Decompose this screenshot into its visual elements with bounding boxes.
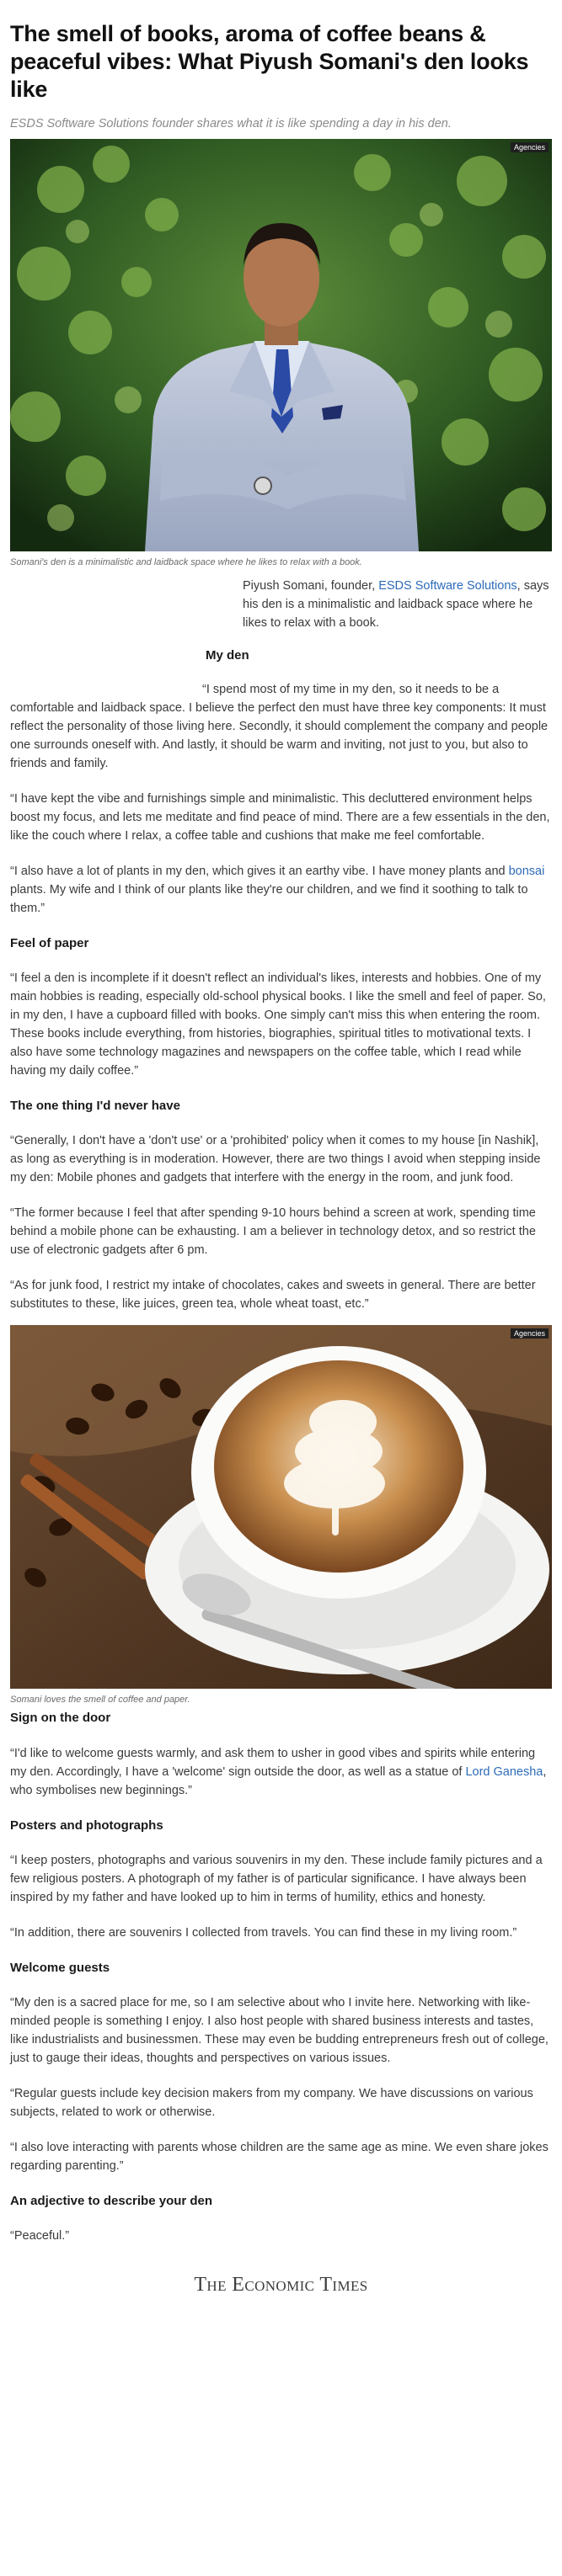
- economic-times-logo[interactable]: The Economic Times: [194, 2274, 368, 2296]
- paragraph: “I also love interacting with parents whose children are the same age as mine. We even share jokes regarding parenting.”: [10, 2141, 549, 2173]
- paragraph: “I'd like to welcome guests warmly, and ask them to usher in good vibes and spirits while entering my den. Accordingly, I have a 'welcome' sign outside the door, as well as a statue of Lord Ganesha, who symbolises new beginnings.”: [10, 1747, 547, 1797]
- section-heading-feel-of-paper: Feel of paper: [10, 936, 89, 950]
- section-heading-sign-on-door: Sign on the door: [10, 1711, 111, 1725]
- section-heading-my-den: My den: [206, 648, 249, 663]
- article-subtitle: ESDS Software Solutions founder shares what it is like spending a day in his den.: [10, 117, 452, 130]
- paragraph: “I also have a lot of plants in my den, which gives it an earthy vibe. I have money plants and bonsai plants. My wife and I think of our plants like they're our children, and we find it soothing to talk to them.”: [10, 865, 545, 915]
- paragraph: “I spend most of my time in my den, so it needs to be a comfortable and laidback space. I believe the perfect den must have three key components: It must reflect the personality of those living here. Secondly, it should complement the company and people one surrounds oneself with. And lastly, it should be warm and inviting, not just to you, but also to friends and family.: [10, 683, 549, 770]
- paragraph: “I keep posters, photographs and various souvenirs in my den. These include family pictures and a few religious posters. A photograph of my father is of particular significance. I have always been inspired by my father and have looked up to him in terms of humility, ethics and honesty.: [10, 1854, 543, 1904]
- paragraph: “I feel a den is incomplete if it doesn't reflect an individual's likes, interests and hobbies. One of my main hobbies is reading, especially old-school physical books. I like the smell and feel of paper. So, in my den, I have a cupboard filled with books. One simply can't miss this when entering the room. These books include everything, from histories, biographies, spiritual titles to motivational texts. I also have some technology magazines and newspapers on the coffee table, which I read while having my daily coffee.”: [10, 971, 546, 1078]
- agency-credit: Agencies: [511, 1328, 549, 1339]
- intro-paragraph: Piyush Somani, founder, ESDS Software Solutions, says his den is a minimalistic and laidback space where he likes to relax with a book.: [243, 579, 549, 630]
- section-heading-adjective: An adjective to describe your den: [10, 2194, 213, 2208]
- agency-credit: Agencies: [511, 142, 549, 152]
- paragraph: “My den is a sacred place for me, so I am selective about who I invite here. Networking with like-minded people is something I enjoy. I also host people with shared business interests and tastes, like industrialists and businessmen. These may even be budding entrepreneurs fresh out of college, just to gauge their ideas, thoughts and perspectives on various issues.: [10, 1996, 549, 2065]
- paragraph: “Regular guests include key decision makers from my company. We have discussions on various subjects, related to work or otherwise.: [10, 2087, 533, 2119]
- image-caption: Somani loves the smell of coffee and paper.: [10, 1695, 190, 1705]
- esds-link[interactable]: ESDS Software Solutions: [378, 579, 517, 593]
- paragraph: “Peaceful.”: [10, 2229, 70, 2243]
- coffee-figure: [10, 1325, 552, 1706]
- paragraph: “In addition, there are souvenirs I collected from travels. You can find these in my living room.”: [10, 1926, 517, 1940]
- paragraph: “I have kept the vibe and furnishings simple and minimalistic. This decluttered environment helps boost my focus, and lets me meditate and find peace of mind. There are a few essentials in the den, like the couch where I relax, a coffee table and cushions that make me feel comfortable.: [10, 792, 550, 843]
- bonsai-link[interactable]: bonsai: [508, 865, 545, 878]
- paragraph: “The former because I feel that after spending 9-10 hours behind a screen at work, spending time behind a mobile phone can be exhausting. I am a believer in technology detox, and so restrict the use of electronic gadgets after 6 pm.: [10, 1206, 536, 1257]
- lord-ganesha-link[interactable]: Lord Ganesha: [465, 1765, 543, 1779]
- article-title: The smell of books, aroma of coffee beans & peaceful vibes: What Piyush Somani's den looks like: [10, 21, 529, 102]
- section-heading-never-have: The one thing I'd never have: [10, 1099, 180, 1113]
- section-heading-posters: Posters and photographs: [10, 1818, 163, 1833]
- portrait-photo: [10, 139, 552, 551]
- section-heading-welcome-guests: Welcome guests: [10, 1961, 110, 1975]
- coffee-image: [10, 1325, 552, 1689]
- portrait-image: [10, 139, 552, 551]
- paragraph: “Generally, I don't have a 'don't use' or a 'prohibited' policy when it comes to my house [in Nashik], as long as everything is in moderation. However, there are two things I avoid when stepping inside my den: Mobile phones and gadgets that interfere with the energy in the room, and junk food.: [10, 1134, 541, 1184]
- coffee-photo: [10, 1325, 552, 1689]
- paragraph: “As for junk food, I restrict my intake of chocolates, cakes and sweets in general. There are better substitutes to these, like juices, green tea, whole wheat toast, etc.”: [10, 1279, 536, 1311]
- image-caption: Somani's den is a minimalistic and laidback space where he likes to relax with a book.: [10, 557, 362, 567]
- portrait-figure: [10, 139, 552, 568]
